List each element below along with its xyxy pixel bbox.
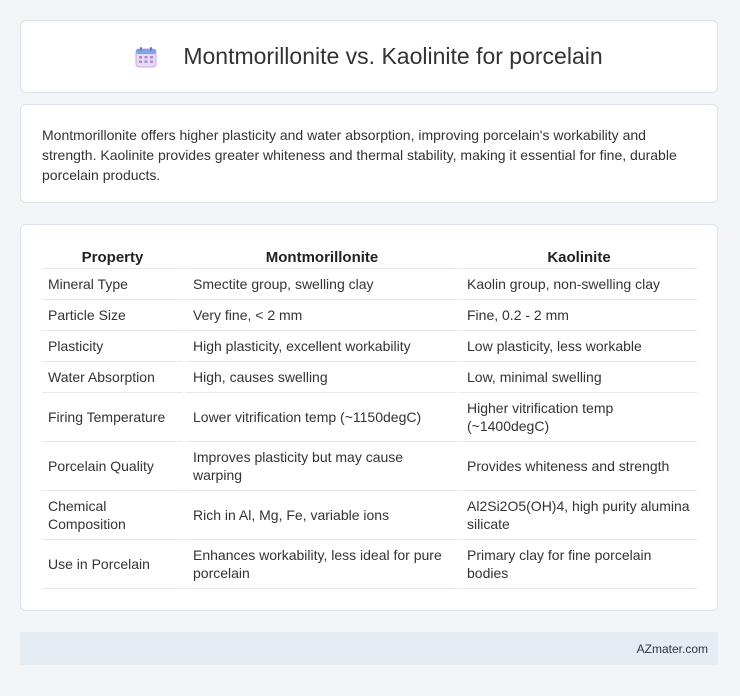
table-row [42,540,697,589]
kaolinite-cell: Low plasticity, less workable [457,331,697,362]
table-row [42,269,697,300]
table-row [42,331,697,362]
header-montmorillonite: Montmorillonite [183,245,457,269]
montmorillonite-cell: Very fine, < 2 mm [183,300,457,331]
kaolinite-cell: Primary clay for fine porcelain bodies [457,540,697,589]
intro-text: Montmorillonite offers higher plasticity and water absorption, improving porcelain's workability and strength. Kaolinite provides greater whiteness and thermal stability, making it essential for fine, durable porcelain products. [42,127,677,183]
montmorillonite-cell: Smectite group, swelling clay [183,269,457,300]
montmorillonite-cell: Enhances workability, less ideal for pure porcelain [183,540,457,589]
property-cell: Water Absorption [42,362,183,393]
montmorillonite-cell: High plasticity, excellent workability [183,331,457,362]
header-property: Property [42,245,183,269]
kaolinite-cell: Al2Si2O5(OH)4, high purity alumina silicate [457,491,697,540]
calendar-grid-icon [135,46,157,68]
property-cell: Mineral Type [42,269,183,300]
table-row [42,362,697,393]
montmorillonite-cell: High, causes swelling [183,362,457,393]
kaolinite-cell: Low, minimal swelling [457,362,697,393]
property-cell: Porcelain Quality [42,442,183,491]
montmorillonite-cell: Rich in Al, Mg, Fe, variable ions [183,491,457,540]
header-kaolinite: Kaolinite [457,245,697,269]
kaolinite-cell: Provides whiteness and strength [457,442,697,491]
table-row [42,442,697,491]
property-cell: Use in Porcelain [42,540,183,589]
kaolinite-cell: Kaolin group, non-swelling clay [457,269,697,300]
montmorillonite-cell: Improves plasticity but may cause warping [183,442,457,491]
kaolinite-cell: Higher vitrification temp (~1400degC) [457,393,697,442]
title-card [20,20,718,93]
table-row [42,300,697,331]
intro-card [20,104,718,203]
montmorillonite-cell: Lower vitrification temp (~1150degC) [183,393,457,442]
kaolinite-cell: Fine, 0.2 - 2 mm [457,300,697,331]
footer-brand: AZmater.com [636,641,708,656]
table-row [42,393,697,442]
property-cell: Chemical Composition [42,491,183,540]
property-cell: Plasticity [42,331,183,362]
table-header-row [42,245,697,269]
property-cell: Firing Temperature [42,393,183,442]
page-title: Montmorillonite vs. Kaolinite for porcelain [183,43,603,69]
footer [20,632,718,665]
property-cell: Particle Size [42,300,183,331]
table-row [42,491,697,540]
comparison-table-card [20,224,718,611]
comparison-table [42,245,697,589]
